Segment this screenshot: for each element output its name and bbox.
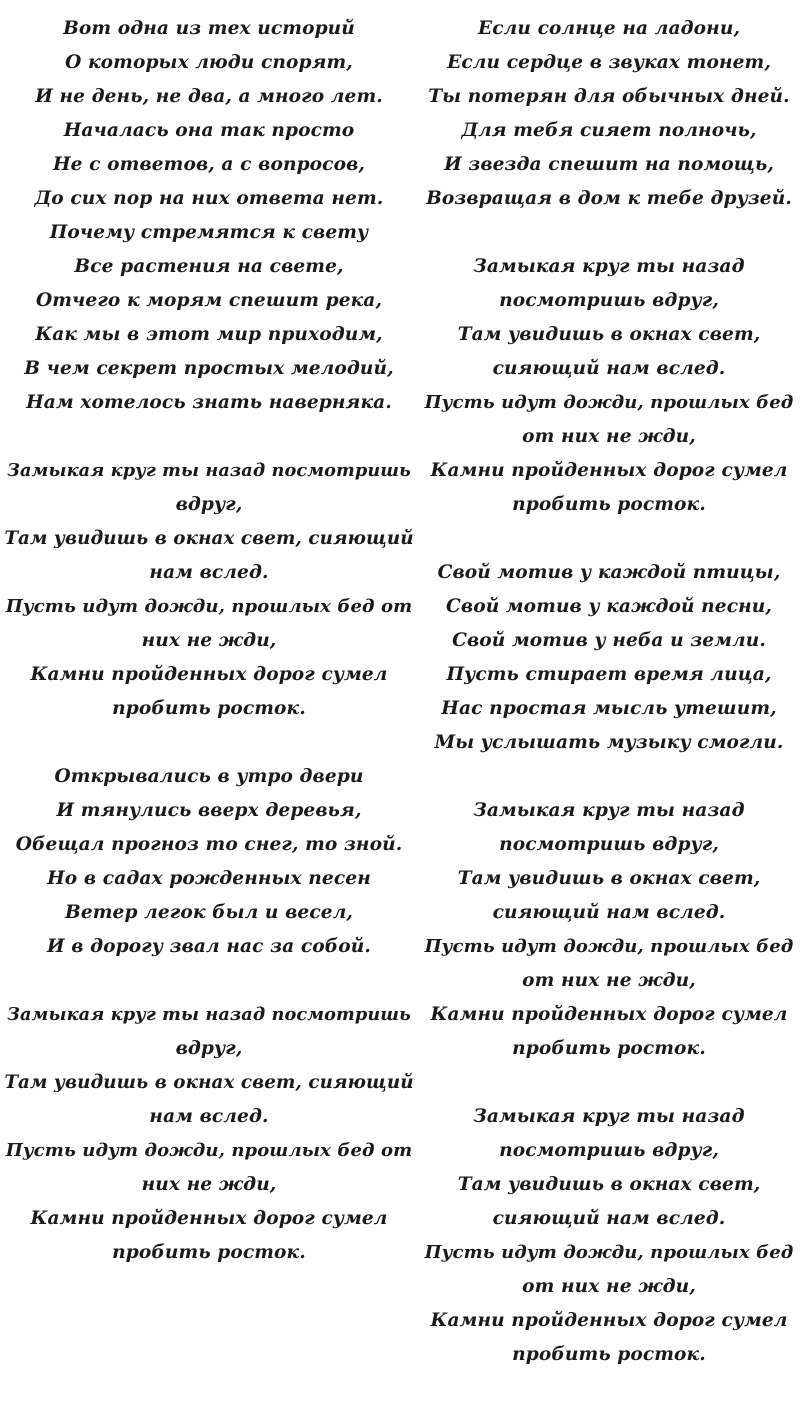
lyric-line: от них не жди, — [522, 970, 696, 991]
lyric-line: Мы услышать музыку смогли. — [434, 732, 784, 753]
lyric-line: от них не жди, — [522, 1276, 696, 1297]
lyric-line: Нам хотелось знать наверняка. — [26, 392, 392, 413]
lyric-line: Камни пройденных дорог сумел — [430, 460, 788, 481]
stanza — [0, 998, 418, 1270]
lyric-line: Не с ответов, а с вопросов, — [53, 154, 365, 175]
lyric-line: них не жди, — [141, 1174, 277, 1195]
lyric-line: Пусть идут дожди, прошлых бед — [424, 936, 794, 957]
lyric-line: Там увидишь в окнах свет, — [457, 324, 761, 345]
lyric-line: нам вслед. — [149, 1106, 269, 1127]
lyric-line: Все растения на свете, — [74, 256, 344, 277]
lyric-line: Пусть идут дожди, прошлых бед — [424, 392, 794, 413]
lyric-line: посмотришь вдруг, — [499, 290, 719, 311]
lyric-line: Ветер легок был и весел, — [65, 902, 353, 923]
lyric-line: Вот одна из тех историй — [63, 18, 355, 39]
lyric-line: Если сердце в звуках тонет, — [447, 52, 771, 73]
lyric-line: Пусть стирает время лица, — [446, 664, 772, 685]
stanza — [418, 556, 800, 760]
right-column — [418, 0, 800, 1406]
stanza — [418, 1100, 800, 1372]
lyric-line: Если солнце на ладони, — [477, 18, 741, 39]
lyric-line: До сих пор на них ответа нет. — [34, 188, 384, 209]
lyric-line: Почему стремятся к свету — [49, 222, 369, 243]
lyric-line: вдруг, — [175, 494, 243, 515]
lyric-line: вдруг, — [175, 1038, 243, 1059]
lyric-line: Обещал прогноз то снег, то зной. — [15, 834, 403, 855]
lyric-line: Там увидишь в окнах свет, — [457, 868, 761, 889]
lyric-line: пробить росток. — [512, 1344, 706, 1365]
lyric-line: Пусть идут дожди, прошлых бед от — [5, 596, 413, 617]
lyric-line: Началась она так просто — [63, 120, 355, 141]
lyric-line: И не день, не два, а много лет. — [35, 86, 383, 107]
lyric-line: Там увидишь в окнах свет, — [457, 1174, 761, 1195]
lyric-line: пробить росток. — [512, 494, 706, 515]
lyric-line: сияющий нам вслед. — [492, 902, 726, 923]
lyric-line: сияющий нам вслед. — [492, 358, 726, 379]
lyric-line: посмотришь вдруг, — [499, 834, 719, 855]
lyric-line: Замыкая круг ты назад посмотришь — [7, 460, 411, 481]
lyric-line: И в дорогу звал нас за собой. — [47, 936, 371, 957]
stanza — [0, 760, 418, 964]
lyric-line: пробить росток. — [512, 1038, 706, 1059]
lyric-line: Камни пройденных дорог сумел — [430, 1004, 788, 1025]
lyric-line: Отчего к морям спешит река, — [35, 290, 383, 311]
stanza — [418, 794, 800, 1066]
lyric-line: сияющий нам вслед. — [492, 1208, 726, 1229]
lyric-line: них не жди, — [141, 630, 277, 651]
lyric-line: нам вслед. — [149, 562, 269, 583]
lyric-line: И тянулись вверх деревья, — [56, 800, 362, 821]
lyric-line: Там увидишь в окнах свет, сияющий — [4, 528, 414, 549]
lyric-line: О которых люди спорят, — [65, 52, 353, 73]
lyric-line: Но в садах рожденных песен — [47, 868, 371, 889]
lyric-line: Возвращая в дом к тебе друзей. — [426, 188, 792, 209]
lyric-line: Камни пройденных дорог сумел — [30, 664, 388, 685]
lyric-line: Для тебя сияет полночь, — [461, 120, 757, 141]
lyric-line: Пусть идут дожди, прошлых бед от — [5, 1140, 413, 1161]
lyric-line: Как мы в этот мир приходим, — [35, 324, 383, 345]
lyric-line: Замыкая круг ты назад — [473, 256, 745, 277]
lyric-line: Ты потерян для обычных дней. — [428, 86, 790, 107]
lyric-line: от них не жди, — [522, 426, 696, 447]
lyric-line: Замыкая круг ты назад посмотришь — [7, 1004, 411, 1025]
lyric-line: Замыкая круг ты назад — [473, 800, 745, 821]
lyric-line: В чем секрет простых мелодий, — [24, 358, 394, 379]
lyric-line: Камни пройденных дорог сумел — [30, 1208, 388, 1229]
lyric-line: Открывались в утро двери — [54, 766, 364, 787]
lyric-line: Там увидишь в окнах свет, сияющий — [4, 1072, 414, 1093]
lyric-line: пробить росток. — [112, 1242, 306, 1263]
lyric-line: посмотришь вдруг, — [499, 1140, 719, 1161]
stanza — [418, 12, 800, 216]
lyric-line: пробить росток. — [112, 698, 306, 719]
lyric-line: Замыкая круг ты назад — [473, 1106, 745, 1127]
lyric-line: Свой мотив у каждой птицы, — [437, 562, 781, 583]
stanza — [418, 250, 800, 522]
stanza — [0, 12, 418, 420]
lyric-line: Пусть идут дожди, прошлых бед — [424, 1242, 794, 1263]
lyric-line: Нас простая мысль утешит, — [441, 698, 777, 719]
stanza — [0, 454, 418, 726]
lyric-line: И звезда спешит на помощь, — [444, 154, 774, 175]
lyric-line: Свой мотив у каждой песни, — [445, 596, 772, 617]
lyric-line: Камни пройденных дорог сумел — [430, 1310, 788, 1331]
lyric-line: Свой мотив у неба и земли. — [452, 630, 766, 651]
